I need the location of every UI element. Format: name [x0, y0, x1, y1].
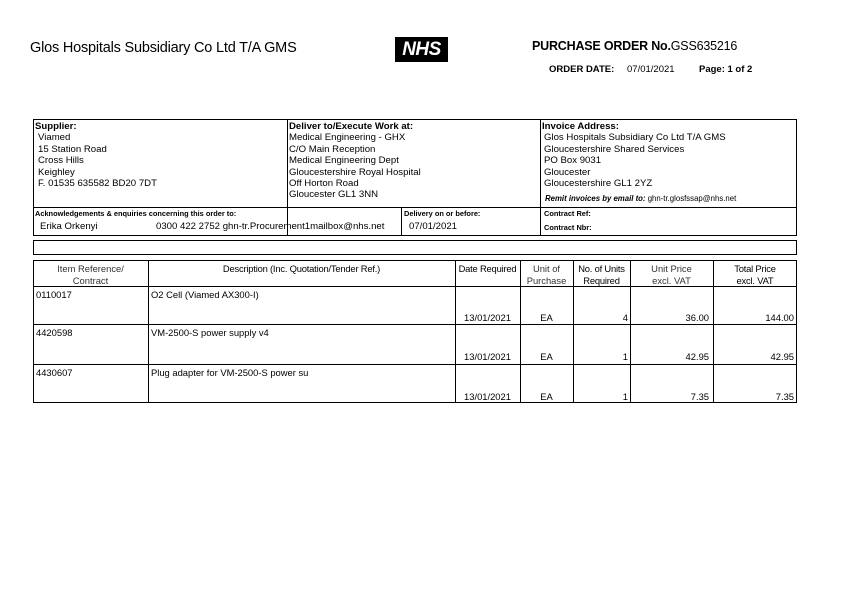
invoice-line: Gloucestershire Shared Services	[544, 143, 685, 155]
delivery-label: Delivery on or before:	[404, 209, 481, 218]
row-divider	[33, 364, 797, 365]
delivery-date: 07/01/2021	[409, 221, 458, 232]
invoice-line: Glos Hospitals Subsidiary Co Ltd T/A GMS	[544, 132, 726, 144]
row-item-ref: 4420598	[36, 327, 73, 338]
row-total: 144.00	[765, 312, 794, 323]
deliver-to-block	[289, 121, 421, 201]
header-total-price: Total Price excl. VAT	[734, 263, 776, 286]
row-total: 42.95	[770, 351, 794, 362]
row-qty: 1	[622, 391, 628, 402]
deliver-to-line: Medical Engineering - GHX	[289, 132, 406, 144]
supplier-line: Keighley	[38, 166, 75, 178]
row-description: VM-2500-S power supply v4	[151, 327, 269, 338]
header-divider	[33, 286, 797, 287]
header-unit-price: Unit Price excl. VAT	[651, 263, 692, 286]
remit-invoices	[545, 194, 736, 203]
divider	[540, 119, 541, 236]
supplier-line: Viamed	[38, 132, 71, 144]
supplier-heading: Supplier:	[35, 121, 77, 132]
remit-email: ghn-tr.glosfssap@nhs.net	[647, 194, 737, 203]
contact-phone-email: 0300 422 2752 ghn-tr.Procurement1mailbox@nhs.net	[156, 221, 385, 232]
deliver-to-line: Gloucester GL1 3NN	[289, 189, 379, 201]
nhs-logo: NHS	[395, 37, 448, 62]
header-description: Description (Inc. Quotation/Tender Ref.)	[222, 263, 381, 274]
row-unit-price: 36.00	[685, 312, 709, 323]
remit-label: Remit invoices by email to:	[545, 194, 646, 203]
header-units-required: No. of Units Required	[578, 263, 625, 286]
invoice-line: Gloucestershire GL1 2YZ	[544, 178, 653, 190]
company-name: Glos Hospitals Subsidiary Co Ltd T/A GMS	[30, 40, 297, 56]
supplier-line: Cross Hills	[38, 155, 84, 167]
contact-name: Erika Orkenyi	[40, 221, 98, 232]
order-date-label: ORDER DATE:	[549, 64, 615, 75]
row-qty: 4	[622, 312, 628, 323]
row-item-ref: 4430607	[36, 367, 73, 378]
divider	[33, 207, 797, 208]
header-item-ref: Item Reference/ Contract	[57, 263, 124, 286]
invoice-line: PO Box 9031	[544, 155, 602, 167]
row-unit-price: 7.35	[690, 391, 709, 402]
divider	[287, 119, 288, 236]
divider	[401, 207, 402, 236]
invoice-heading: Invoice Address:	[542, 121, 619, 132]
supplier-line: 15 Station Road	[38, 143, 107, 155]
blank-row	[33, 240, 797, 255]
contract-nbr-label: Contract Nbr:	[544, 223, 592, 232]
row-unit: EA	[540, 312, 553, 323]
supplier-line: F. 01535 635582 BD20 7DT	[38, 178, 157, 190]
row-description: Plug adapter for VM-2500-S power su	[151, 367, 309, 378]
row-unit-price: 42.95	[685, 351, 709, 362]
row-unit: EA	[540, 351, 553, 362]
col-divider	[455, 260, 456, 403]
ack-label: Acknowledgements & enquiries concerning this order to:	[35, 209, 237, 218]
order-date-value: 07/01/2021	[627, 64, 675, 75]
row-total: 7.35	[775, 391, 794, 402]
deliver-to-line: Off Horton Road	[289, 178, 359, 190]
row-date: 13/01/2021	[464, 391, 511, 402]
po-title	[532, 39, 737, 53]
supplier-block	[35, 121, 157, 189]
deliver-to-line: Medical Engineering Dept	[289, 155, 399, 167]
deliver-to-line: Gloucestershire Royal Hospital	[289, 166, 421, 178]
invoice-line: Gloucester	[544, 166, 591, 178]
row-qty: 1	[622, 351, 628, 362]
row-divider	[33, 324, 797, 325]
deliver-to-heading: Deliver to/Execute Work at:	[289, 121, 414, 132]
page-indicator: Page: 1 of 2	[699, 64, 753, 75]
po-title-label: PURCHASE ORDER No.	[532, 39, 671, 53]
col-divider	[148, 260, 149, 403]
header-unit-of-purchase: Unit of Purchase	[526, 263, 567, 286]
row-date: 13/01/2021	[464, 312, 511, 323]
deliver-to-line: C/O Main Reception	[289, 143, 376, 155]
po-number: GSS635216	[670, 39, 738, 53]
invoice-block	[542, 121, 726, 189]
row-description: O2 Cell (Viamed AX300-I)	[151, 289, 259, 300]
row-date: 13/01/2021	[464, 351, 511, 362]
row-item-ref: 0110017	[36, 289, 72, 300]
header-date-required: Date Required	[458, 263, 517, 274]
row-unit: EA	[540, 391, 553, 402]
contract-ref-label: Contract Ref:	[544, 209, 591, 218]
